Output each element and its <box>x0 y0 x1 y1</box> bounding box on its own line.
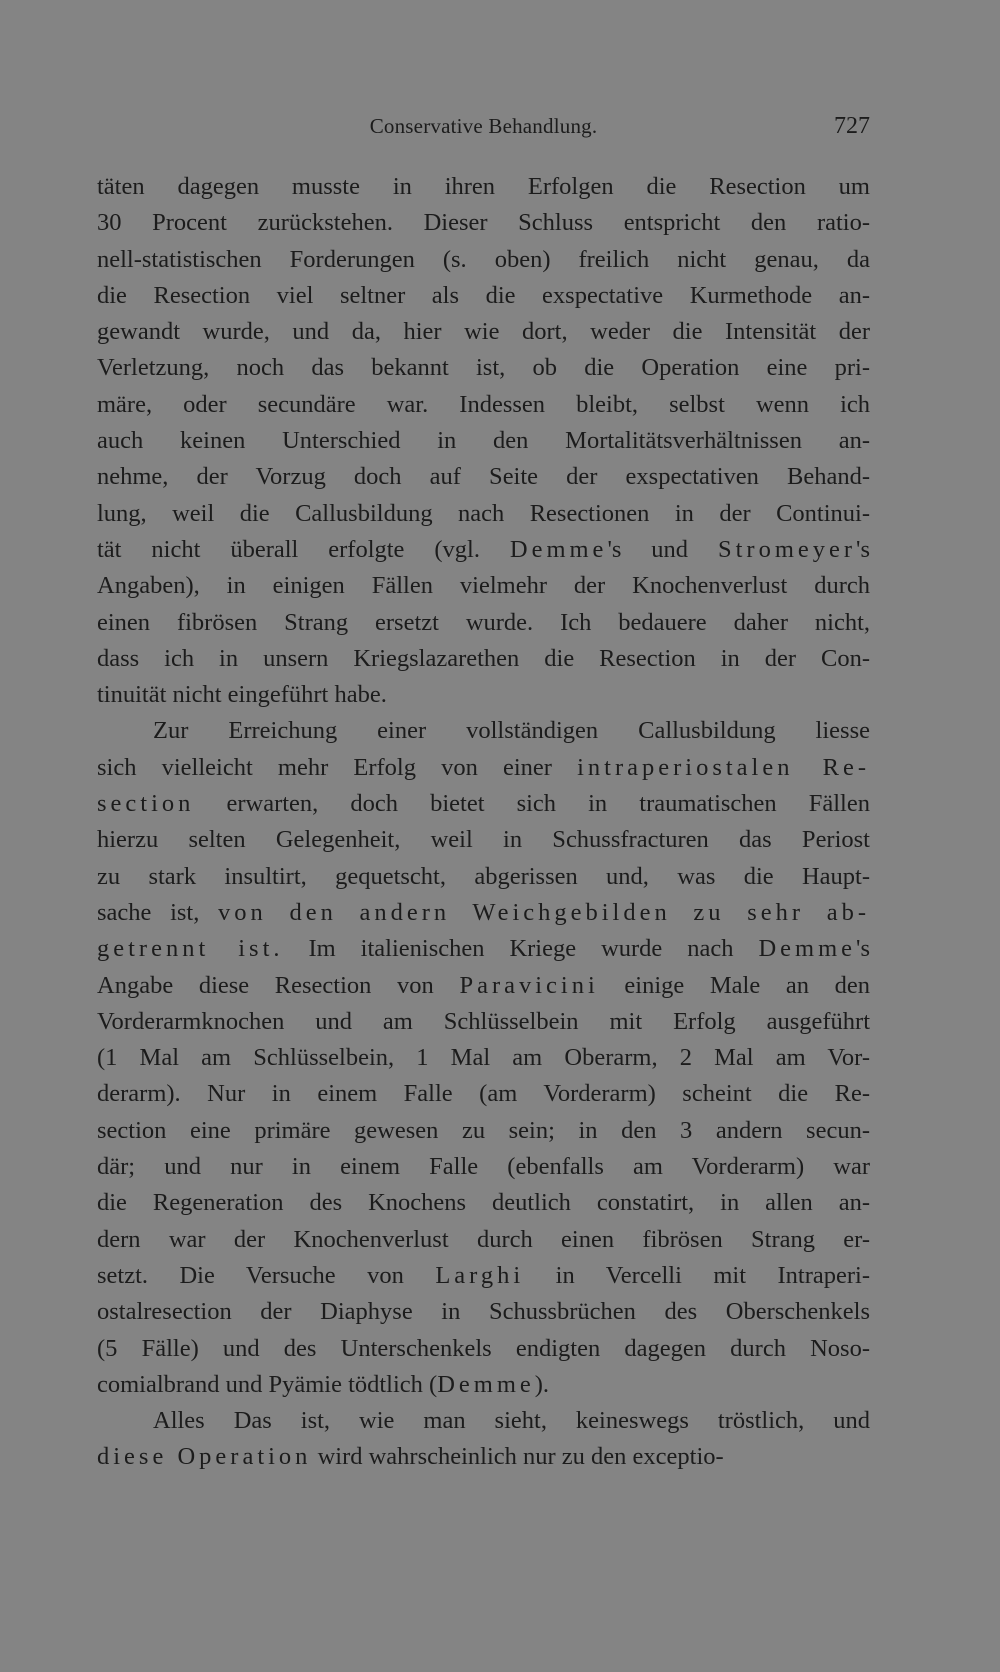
text-segment: wird wahrscheinlich nur zu den exceptio- <box>311 1443 724 1471</box>
text-segment: Vorderarmknochen und am Schlüsselbein mit Erfolg ausgeführt <box>97 1007 870 1035</box>
text-segment: ostalresection der Diaphyse in Schussbrüchen des Oberschenkels <box>97 1298 870 1326</box>
text-line <box>97 205 870 241</box>
text-line <box>97 1403 870 1439</box>
text-segment: 30 Procent zurückstehen. Dieser Schluss entspricht den ratio- <box>97 209 870 237</box>
text-segment: dern war der Knochenverlust durch einen fibrösen Strang er- <box>97 1225 870 1253</box>
text-segment: 's und <box>607 535 718 563</box>
text-segment: (1 Mal am Schlüsselbein, 1 Mal am Oberarm, 2 Mal am Vor- <box>97 1044 870 1072</box>
text-line <box>97 895 870 931</box>
text-line <box>97 1439 870 1475</box>
text-line <box>97 750 870 786</box>
text-line <box>97 1004 870 1040</box>
text-segment: gewandt wurde, und da, hier wie dort, weder die Intensität der <box>97 318 870 346</box>
text-line <box>97 350 870 386</box>
text-segment: 's <box>856 535 870 563</box>
text-line <box>97 1185 870 1221</box>
running-title: Conservative Behandlung. <box>369 114 598 138</box>
page-number: 727 <box>834 113 870 139</box>
spaced-name: Larghi <box>435 1261 525 1289</box>
text-segment: sache ist, <box>97 898 219 926</box>
spaced-name: intraperiostalen Re- <box>577 753 870 781</box>
text-segment: 's <box>856 935 870 963</box>
text-line <box>97 713 870 749</box>
text-segment: erwarten, doch bietet sich in traumatischen Fällen <box>194 790 870 818</box>
text-segment: Verletzung, noch das bekannt ist, ob die Operation eine pri- <box>97 354 870 382</box>
spaced-name: section <box>97 790 195 818</box>
text-line <box>97 387 870 423</box>
text-line <box>97 1258 870 1294</box>
text-segment: Angabe diese Resection von <box>97 971 460 999</box>
text-segment: ). <box>534 1370 550 1398</box>
text-segment: Angaben), in einigen Fällen vielmehr der Knochenverlust durch <box>97 572 870 600</box>
text-line <box>97 931 870 967</box>
text-line <box>97 568 870 604</box>
text-line <box>97 496 870 532</box>
text-segment: tinuität nicht eingeführt habe. <box>97 681 387 709</box>
text-segment: nell-statistischen Forderungen (s. oben) freilich nicht genau, da <box>97 245 870 273</box>
text-segment: auch keinen Unterschied in den Mortalitätsverhältnissen an- <box>97 427 870 455</box>
running-head <box>97 108 870 144</box>
text-segment: Im italienischen Kriege wurde nach <box>283 935 759 963</box>
text-line <box>97 423 870 459</box>
text-line <box>97 1040 870 1076</box>
text-line <box>97 278 870 314</box>
text-segment: sich vielleicht mehr Erfolg von einer <box>97 753 578 781</box>
text-line <box>97 1113 870 1149</box>
paragraph <box>97 169 870 713</box>
spaced-name: von den andern Weichgebilden zu sehr ab- <box>218 898 870 926</box>
text-line <box>97 1331 870 1367</box>
text-segment: einen fibrösen Strang ersetzt wurde. Ich bedauere daher nicht, <box>97 608 870 636</box>
text-line <box>97 1294 870 1330</box>
spaced-name: Demme <box>758 935 857 963</box>
spaced-name: Demme <box>509 535 608 563</box>
text-line <box>97 459 870 495</box>
text-segment: Alles Das ist, wie man sieht, keineswegs tröstlich, und <box>153 1407 870 1435</box>
text-segment: comialbrand und Pyämie tödtlich ( <box>97 1370 438 1398</box>
text-segment: derarm). Nur in einem Falle (am Vorderarm) scheint die Re- <box>97 1080 870 1108</box>
text-segment: zu stark insultirt, gequetscht, abgerissen und, was die Haupt- <box>97 862 870 890</box>
text-segment: lung, weil die Callusbildung nach Resectionen in der Continui- <box>97 499 870 527</box>
spaced-name: Demme <box>437 1370 535 1398</box>
text-segment: Zur Erreichung einer vollständigen Callusbildung liesse <box>153 717 870 745</box>
text-line <box>97 859 870 895</box>
text-line <box>97 605 870 641</box>
text-segment: tät nicht überall erfolgte (vgl. <box>97 535 510 563</box>
text-line <box>97 1367 870 1403</box>
text-segment: (5 Fälle) und des Unterschenkels endigten dagegen durch Noso- <box>97 1334 870 1362</box>
text-line <box>97 1149 870 1185</box>
text-line <box>97 314 870 350</box>
paragraph <box>97 713 870 1403</box>
text-segment: märe, oder secundäre war. Indessen bleibt, selbst wenn ich <box>97 390 870 418</box>
spaced-name: Paravicini <box>459 971 599 999</box>
text-line <box>97 968 870 1004</box>
text-line <box>97 822 870 858</box>
text-line <box>97 1076 870 1112</box>
text-segment: die Resection viel seltner als die exspectative Kurmethode an- <box>97 281 870 309</box>
text-line <box>97 242 870 278</box>
text-segment: nehme, der Vorzug doch auf Seite der exspectativen Behand- <box>97 463 870 491</box>
text-segment: dass ich in unsern Kriegslazarethen die Resection in der Con- <box>97 644 870 672</box>
text-line <box>97 532 870 568</box>
text-line <box>97 169 870 205</box>
spaced-name: getrennt ist. <box>97 935 284 963</box>
text-segment: die Regeneration des Knochens deutlich constatirt, in allen an- <box>97 1189 870 1217</box>
text-line <box>97 641 870 677</box>
text-segment: täten dagegen musste in ihren Erfolgen die Resection um <box>97 173 870 200</box>
text-segment: där; und nur in einem Falle (ebenfalls am Vorderarm) war <box>97 1153 870 1181</box>
body-text <box>97 169 870 1476</box>
text-segment: setzt. Die Versuche von <box>97 1261 436 1289</box>
text-segment: in Vercelli mit Intraperi- <box>524 1261 870 1289</box>
paragraph <box>97 1403 870 1476</box>
text-segment: einige Male an den <box>598 971 870 999</box>
text-segment: hierzu selten Gelegenheit, weil in Schussfracturen das Periost <box>97 826 870 854</box>
text-segment: section eine primäre gewesen zu sein; in den 3 andern secun- <box>97 1116 870 1144</box>
text-line <box>97 786 870 822</box>
text-line <box>97 1222 870 1258</box>
spaced-name: diese Operation <box>97 1443 312 1471</box>
spaced-name: Stromeyer <box>717 535 857 563</box>
text-line <box>97 677 870 713</box>
